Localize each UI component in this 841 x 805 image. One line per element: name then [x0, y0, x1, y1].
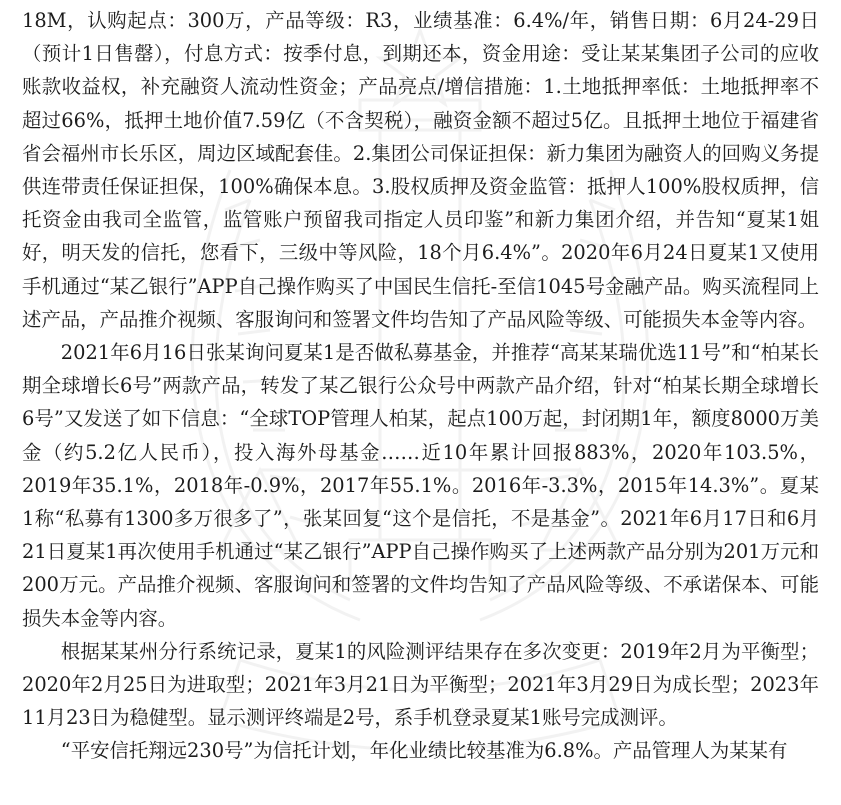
- paragraph-product-details: 18M，认购起点：300万，产品等级：R3，业绩基准：6.4%/年，销售日期：6月24-29日（预计1日售罄），付息方式：按季付息，到期还本，资金用途：受让某某集团子公司的应收账款收益权，补充融资人流动性资金；产品亮点/增信措施：1.土地抵押率低：土地抵押率不超过66%，抵押土地价值7.59亿（不含契税），融资金额不超过5亿。且抵押土地位于福建省省会福州市长乐区，周边区域配套佳。2.集团公司保证担保：新力集团为融资人的回购义务提供连带责任保证担保，100%确保本息。3.股权质押及资金监管：抵押人100%股权质押，信托资金由我司全监管，监管账户预留我司指定人员印鉴”和新力集团介绍，并告知“夏某1姐好，明天发的信托，您看下，三级中等风险，18个月6.4%”。2020年6月24日夏某1又使用手机通过“某乙银行”APP自己操作购买了中国民生信托-至信1045号金融产品。购买流程同上述产品，产品推介视频、客服询问和签署文件均告知了产品风险等级、可能损失本金等内容。: [22, 9, 819, 331]
- document-body: [22, 4, 819, 768]
- paragraph-trust-plan: “平安信托翔远230号”为信托计划，年化业绩比较基准为6.8%。产品管理人为某某有: [60, 739, 788, 763]
- paragraph-risk-assessment-records: 根据某某州分行系统记录，夏某1的风险测评结果存在多次变更：2019年2月为平衡型；2020年2月25日为进取型；2021年3月21日为平衡型；2021年3月29日为成长型；2023年11月23日为稳健型。显示测评终端是2号，系手机登录夏某1账号完成测评。: [22, 639, 819, 730]
- paragraph-private-fund-recommendation: 2021年6月16日张某询问夏某1是否做私募基金，并推荐“高某某瑞优选11号”和“柏某长期全球增长6号”两款产品，转发了某乙银行公众号中两款产品介绍，针对“柏某长期全球增长6号”又发送了如下信息：“全球TOP管理人柏某，起点100万起，封闭期1年，额度8000万美金（约5.2亿人民币），投入海外母基金……近10年累计回报883%，2020年103.5%，2019年35.1%，2018年-0.9%，2017年55.1%。2016年-3.3%，2015年14.3%”。夏某1称“私募有1300多万很多了”，张某回复“这个是信托，不是基金”。2021年6月17日和6月21日夏某1再次使用手机通过“某乙银行”APP自己操作购买了上述两款产品分别为201万元和200万元。产品推介视频、客服询问和签署的文件均告知了产品风险等级、不承诺保本、可能损失本金等内容。: [22, 341, 819, 630]
